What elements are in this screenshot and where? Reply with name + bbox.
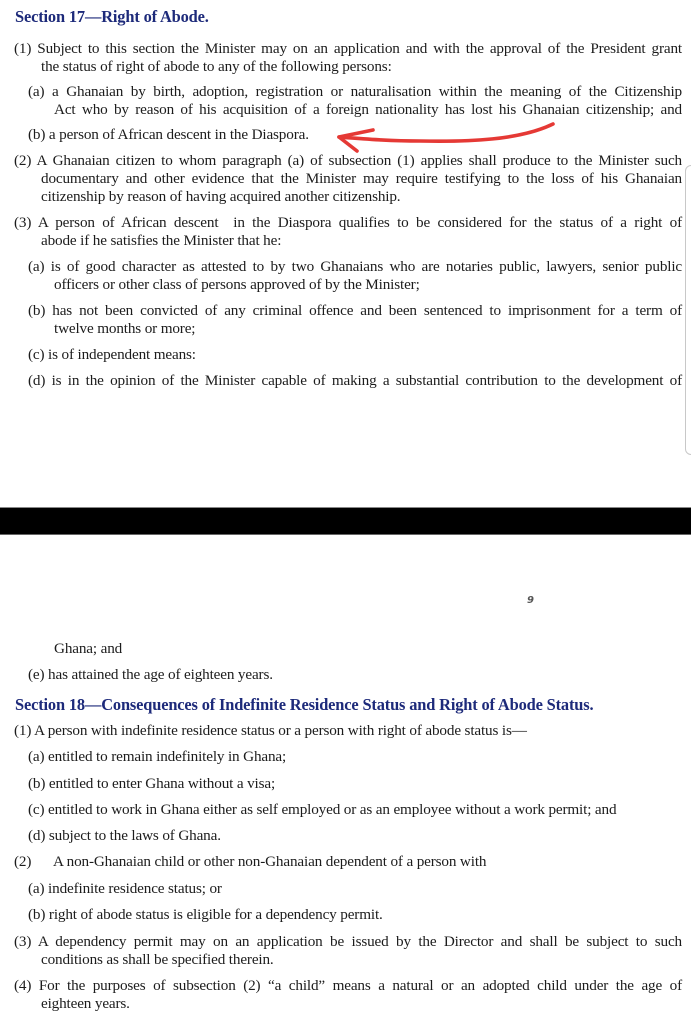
page-number: 9 (527, 595, 534, 606)
s18-sub4-line2: eighteen years. (41, 995, 130, 1012)
s17-sub3-line2: abode if he satisfies the Minister that he: (41, 232, 282, 249)
s17-sub3c: (c) is of independent means: (28, 346, 196, 363)
s18-sub1c: (c) entitled to work in Ghana either as self employed or as an employee without a work permit; and (28, 801, 617, 818)
s17-sub3b-line2: twelve months or more; (54, 320, 196, 337)
s18-sub1b: (b) entitled to enter Ghana without a visa; (28, 775, 276, 792)
s18-sub3-line2: conditions as shall be specified therein. (41, 951, 274, 968)
s18-sub2b: (b) right of abode status is eligible for a dependency permit. (28, 906, 383, 923)
s17-sub3d-line2: Ghana; and (54, 640, 123, 657)
s17-sub3a-line2: officers or other class of persons approved of by the Minister; (54, 276, 420, 293)
s18-sub1d: (d) subject to the laws of Ghana. (28, 827, 221, 844)
s17-sub1a-line1: (a) a Ghanaian by birth, adoption, registration or naturalisation within the meaning of the Citizenship (28, 83, 682, 100)
page-separator-band (0, 507, 691, 535)
scroll-edge-indicator (685, 165, 691, 455)
s17-sub3a-line1: (a) is of good character as attested to by two Ghanaians who are notaries public, lawyers, senior public (28, 258, 682, 275)
section-18-heading: Section 18—Consequences of Indefinite Residence Status and Right of Abode Status. (15, 695, 594, 714)
section-17-heading: Section 17—Right of Abode. (15, 7, 209, 26)
s17-sub3-line1: (3) A person of African descent in the Diaspora qualifies to be considered for the status of a right of (14, 214, 682, 231)
s18-sub2a: (a) indefinite residence status; or (28, 880, 222, 897)
s17-sub1-line2: the status of right of abode to any of the following persons: (41, 58, 392, 75)
arrow-shaft (339, 124, 553, 141)
s18-sub3-line1: (3) A dependency permit may on an application be issued by the Director and shall be subject to such (14, 933, 682, 950)
s17-sub3d-line1: (d) is in the opinion of the Minister capable of making a substantial contribution to the development of (28, 372, 682, 389)
s17-sub2-line3: citizenship by reason of having acquired another citizenship. (41, 188, 401, 205)
s17-sub3e: (e) has attained the age of eighteen years. (28, 666, 273, 683)
s18-sub2-number: (2) (14, 853, 32, 870)
s17-sub3b-line1: (b) has not been convicted of any criminal offence and been sentenced to imprisonment for a term of (28, 302, 682, 319)
s17-sub1b: (b) a person of African descent in the Diaspora. (28, 126, 309, 143)
document-page-lower (0, 535, 691, 1024)
s18-sub1: (1) A person with indefinite residence status or a person with right of abode status is— (14, 722, 527, 739)
s17-sub1-line1: (1) Subject to this section the Minister may on an application and with the approval of the President grant (14, 40, 682, 57)
red-arrow-annotation-icon (0, 0, 691, 200)
s18-sub2: A non-Ghanaian child or other non-Ghanaian dependent of a person with (53, 853, 487, 870)
s17-sub2-line2: documentary and other evidence that the Minister may require testifying to the loss of his Ghanaian (41, 170, 682, 187)
s18-sub4-line1: (4) For the purposes of subsection (2) “a child” means a natural or an adopted child under the age of (14, 977, 682, 994)
s17-sub2-line1: (2) A Ghanaian citizen to whom paragraph (a) of subsection (1) applies shall produce to the Minister such (14, 152, 682, 169)
s17-sub1a-line2: Act who by reason of his acquisition of a foreign nationality has lost his Ghanaian citizenship; and (54, 101, 682, 118)
s18-sub1a: (a) entitled to remain indefinitely in Ghana; (28, 748, 287, 765)
